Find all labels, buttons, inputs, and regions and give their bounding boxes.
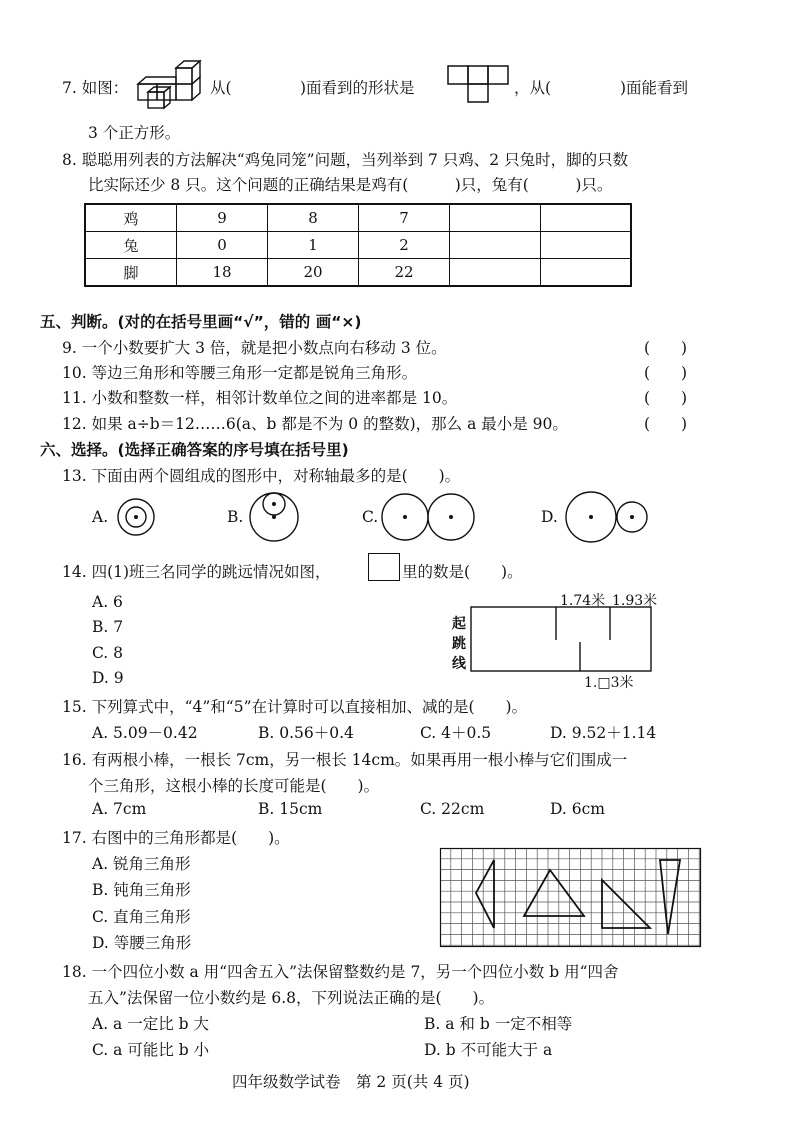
section5-title: 五、判断。(对的在括号里画“√”，错的 画“×) xyxy=(40,313,362,331)
q16-option-d[interactable]: D. 6cm xyxy=(550,800,605,818)
section6-title: 六、选择。(选择正确答案的序号填在括号里) xyxy=(40,441,349,459)
q13-label-d: D. xyxy=(541,508,558,526)
start-line-label: 起跳线 xyxy=(452,616,466,672)
table-cell: 18 xyxy=(177,259,268,287)
q18-line1: 18. 一个四位小数 a 用“四舍五入”法保留整数约是 7，另一个四位小数 b 用“四舍 xyxy=(62,963,619,981)
q14-option-a[interactable]: A. 6 xyxy=(92,593,123,611)
long-jump-diagram xyxy=(470,606,654,674)
concentric-circles-figure xyxy=(116,497,156,537)
table-cell xyxy=(450,259,541,287)
q18-option-b[interactable]: B. a 和 b 一定不相等 xyxy=(424,1015,573,1033)
q17-option-a[interactable]: A. 锐角三角形 xyxy=(92,855,191,873)
q18-option-a[interactable]: A. a 一定比 b 大 xyxy=(92,1015,209,1033)
unequal-tangent-circles-figure xyxy=(563,491,647,543)
q17-text: 17. 右图中的三角形都是( )。 xyxy=(62,829,290,847)
q15-option-a[interactable]: A. 5.09－0.42 xyxy=(92,724,198,742)
page-footer: 四年级数学试卷 第 2 页(共 4 页) xyxy=(232,1073,470,1091)
q10-answer-paren[interactable]: ( ) xyxy=(644,364,688,382)
q11-text: 11. 小数和整数一样，相邻计数单位之间的进率都是 10。 xyxy=(62,389,458,407)
q7-part3: ，从( xyxy=(514,79,552,97)
q17-option-b[interactable]: B. 钝角三角形 xyxy=(92,881,191,899)
q16-line1: 16. 有两根小棒，一根长 7cm，另一根长 14cm。如果再用一根小棒与它们围成一 xyxy=(62,751,628,769)
q7-line2: 3 个正方形。 xyxy=(88,124,181,142)
q12-text: 12. 如果 a÷b＝12……6(a、b 都是不为 0 的整数)，那么 a 最小是 90。 xyxy=(62,415,568,433)
q17-option-d[interactable]: D. 等腰三角形 xyxy=(92,934,192,952)
q7-part1: 从( xyxy=(210,79,232,97)
q16-line2: 个三角形，这根小棒的长度可能是( )。 xyxy=(88,777,380,795)
jump-label-unknown: 1.□3米 xyxy=(584,675,634,691)
table-cell xyxy=(541,259,632,287)
q14-text-a: 14. 四(1)班三名同学的跳远情况如图， xyxy=(62,563,331,581)
q14-option-c[interactable]: C. 8 xyxy=(92,644,124,662)
cube-stack-figure xyxy=(130,58,206,116)
table-cell: 22 xyxy=(359,259,450,287)
q18-option-d[interactable]: D. b 不可能大于 a xyxy=(424,1041,553,1059)
table-cell xyxy=(450,204,541,232)
table-cell: 8 xyxy=(268,204,359,232)
q13-label-a: A. xyxy=(92,508,109,526)
table-cell: 鸡 xyxy=(85,204,177,232)
q18-line2: 五入”法保留一位小数约是 6.8，下列说法正确的是( )。 xyxy=(88,989,495,1007)
table-cell: 9 xyxy=(177,204,268,232)
q15-option-b[interactable]: B. 0.56＋0.4 xyxy=(258,724,354,742)
q13-label-c: C. xyxy=(362,508,379,526)
table-cell xyxy=(541,204,632,232)
q15-option-d[interactable]: D. 9.52＋1.14 xyxy=(550,724,657,742)
triangle-grid-figure xyxy=(440,848,702,948)
q9-text: 9. 一个小数要扩大 3 倍，就是把小数点向右移动 3 位。 xyxy=(62,339,447,357)
q15-text: 15. 下列算式中，“4”和“5”在计算时可以直接相加、减的是( )。 xyxy=(62,698,528,716)
equal-tangent-circles-figure xyxy=(381,491,475,543)
q13-text: 13. 下面由两个圆组成的图形中，对称轴最多的是( )。 xyxy=(62,467,461,485)
q14-option-b[interactable]: B. 7 xyxy=(92,618,124,636)
table-row xyxy=(85,232,631,259)
q18-option-c[interactable]: C. a 可能比 b 小 xyxy=(92,1041,210,1059)
q16-option-b[interactable]: B. 15cm xyxy=(258,800,323,818)
jump-label-193: 1.93米 xyxy=(612,593,658,609)
table-cell: 0 xyxy=(177,232,268,259)
table-cell: 1 xyxy=(268,232,359,259)
table-cell: 脚 xyxy=(85,259,177,287)
table-cell xyxy=(541,232,632,259)
table-cell: 2 xyxy=(359,232,450,259)
q12-answer-paren[interactable]: ( ) xyxy=(644,415,688,433)
q8-line1: 8. 聪聪用列表的方法解决“鸡兔同笼”问题，当列举到 7 只鸡、2 只兔时，脚的只数 xyxy=(62,151,629,169)
q14-blank-box xyxy=(368,553,400,581)
q7-prefix: 7. 如图： xyxy=(62,79,129,97)
q16-option-c[interactable]: C. 22cm xyxy=(420,800,485,818)
q10-text: 10. 等边三角形和等腰三角形一定都是锐角三角形。 xyxy=(62,364,418,382)
q13-label-b: B. xyxy=(227,508,244,526)
chicken-rabbit-table xyxy=(84,203,632,287)
table-row xyxy=(85,204,631,232)
q11-answer-paren[interactable]: ( ) xyxy=(644,389,688,407)
q14-text-b: 里的数是( )。 xyxy=(402,563,523,581)
q14-option-d[interactable]: D. 9 xyxy=(92,669,124,687)
internally-tangent-circles-figure xyxy=(246,487,302,543)
table-cell: 兔 xyxy=(85,232,177,259)
q16-option-a[interactable]: A. 7cm xyxy=(92,800,147,818)
q8-line2: 比实际还少 8 只。这个问题的正确结果是鸡有( )只，兔有( )只。 xyxy=(88,176,613,194)
table-row xyxy=(85,259,631,287)
q7-part4: )面能看到 xyxy=(620,79,689,97)
jump-label-174: 1.74米 xyxy=(560,593,606,609)
q9-answer-paren[interactable]: ( ) xyxy=(644,339,688,357)
q7-part2: )面看到的形状是 xyxy=(300,79,415,97)
table-cell: 20 xyxy=(268,259,359,287)
q17-option-c[interactable]: C. 直角三角形 xyxy=(92,908,191,926)
q15-option-c[interactable]: C. 4＋0.5 xyxy=(420,724,492,742)
table-cell: 7 xyxy=(359,204,450,232)
view-shape-figure xyxy=(446,64,512,106)
table-cell xyxy=(450,232,541,259)
